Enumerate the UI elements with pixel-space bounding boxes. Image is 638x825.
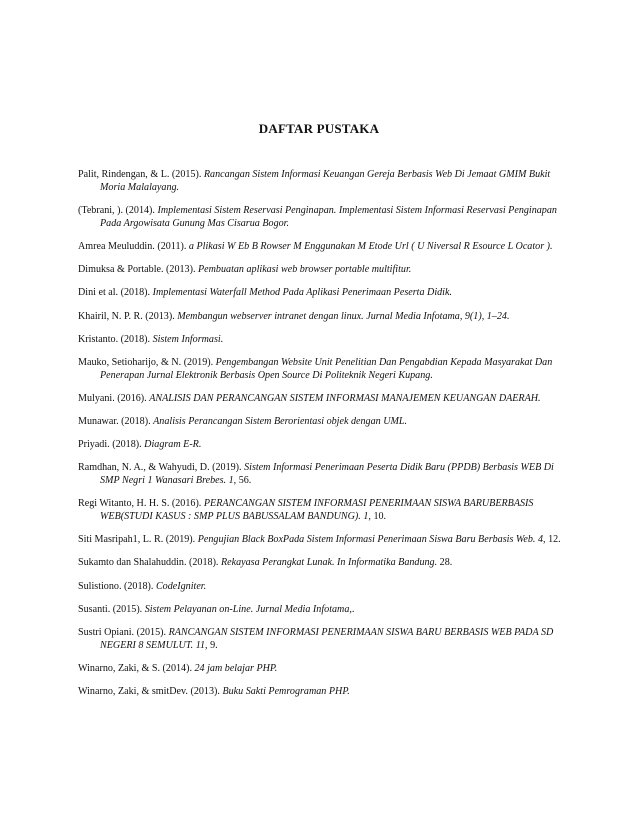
reference-title: RANCANGAN SISTEM INFORMASI PENERIMAAN SISWA BARU BERBASIS WEB PADA SD NEGERI 8 SEMULUT. 11: [100, 626, 554, 651]
reference-list: [78, 158, 566, 708]
reference-item: [78, 286, 566, 299]
reference-title: Sistem Informasi.: [152, 333, 224, 345]
reference-author-year: Ramdhan, N. A., & Wahyudi, D. (2019).: [78, 462, 245, 474]
reference-title: ANALISIS DAN PERANCANGAN SISTEM INFORMASI MANAJEMEN KEUANGAN DAERAH.: [149, 392, 541, 404]
reference-item: [78, 240, 566, 253]
reference-tail: , 56.: [233, 475, 252, 487]
reference-item: [78, 392, 566, 405]
reference-author-year: Sukamto dan Shalahuddin. (2018).: [78, 557, 221, 569]
reference-tail: 28.: [437, 557, 453, 569]
reference-author-year: Khairil, N. P. R. (2013).: [78, 310, 178, 322]
reference-title: Analisis Perancangan Sistem Berorientasi objek dengan UML.: [153, 415, 408, 427]
reference-item: [78, 626, 566, 652]
reference-item: [78, 333, 566, 346]
page-title: DAFTAR PUSTAKA: [258, 121, 380, 136]
reference-author-year: Kristanto. (2018).: [78, 333, 153, 345]
reference-tail: .: [351, 603, 355, 615]
reference-title: Rekayasa Perangkat Lunak. In Informatika Bandung.: [220, 557, 438, 569]
reference-title: Pengembangan Website Unit Penelitian Dan Pengabdian Kepada Masyarakat Dan Penerapan Jurnal Elektronik Berbasis Open Source Di Politeknik Negeri Kupang.: [100, 356, 553, 381]
reference-author-year: Priyadi. (2018).: [78, 439, 145, 451]
reference-tail: , 10.: [368, 511, 387, 523]
reference-title: Rancangan Sistem Informasi Keuangan Gereja Berbasis Web Di Jemaat GMIM Bukit Moria Malalayang.: [100, 169, 551, 194]
reference-author-year: Sustri Opiani. (2015).: [78, 626, 169, 638]
reference-item: [78, 415, 566, 428]
reference-title: Sistem Pelayanan on-Line. Jurnal Media Infotama,: [144, 603, 352, 615]
reference-title: Membangun webserver intranet dengan linux. Jurnal Media Infotama, 9(1), 1–24.: [177, 310, 510, 322]
reference-item: [78, 533, 566, 546]
reference-author-year: Winarno, Zaki, & smitDev. (2013).: [78, 685, 223, 697]
reference-title: Pengujian Black BoxPada Sistem Informasi Penerimaan Siswa Baru Berbasis Web. 4: [197, 534, 544, 546]
reference-title: Implementasi Waterfall Method Pada Aplikasi Penerimaan Peserta Didik.: [152, 287, 452, 299]
reference-item: [78, 580, 566, 593]
reference-title: Diagram E-R.: [144, 439, 202, 451]
reference-author-year: Winarno, Zaki, & S. (2014).: [78, 662, 195, 674]
reference-item: [78, 685, 566, 698]
reference-item: [78, 556, 566, 569]
reference-tail: , 9.: [205, 639, 218, 651]
reference-author-year: Regi Witanto, H. H. S. (2016).: [78, 498, 204, 510]
reference-title: Sistem Informasi Penerimaan Peserta Didik Baru (PPDB) Berbasis WEB Di SMP Negri 1 Wanasari Brebes. 1: [100, 462, 554, 487]
reference-author-year: Mauko, Setioharijo, & N. (2019).: [78, 356, 216, 368]
reference-item: [78, 603, 566, 616]
reference-item: [78, 497, 566, 523]
reference-author-year: Munawar. (2018).: [78, 415, 154, 427]
reference-item: [78, 438, 566, 451]
reference-tail: , 12.: [543, 534, 561, 546]
reference-item: [78, 310, 566, 323]
reference-author-year: (Tebrani, ). (2014).: [78, 205, 158, 217]
reference-author-year: Palit, Rindengan, & L. (2015).: [78, 169, 204, 181]
reference-author-year: Amrea Meuluddin. (2011).: [78, 241, 189, 253]
reference-author-year: Susanti. (2015).: [78, 603, 145, 615]
reference-title: PERANCANGAN SISTEM INFORMASI PENERIMAAN SISWA BARUBERBASIS WEB(STUDI KASUS : SMP PLUS BABUSSALAM BANDUNG). 1: [100, 498, 534, 523]
reference-title: Implementasi Sistem Reservasi Penginapan. Implementasi Sistem Informasi Reservasi Penginapan Pada Argowisata Gunung Mas Cisarua Bogor.: [100, 205, 557, 230]
reference-item: [78, 204, 566, 230]
reference-item: [78, 461, 566, 487]
reference-author-year: Dimuksa & Portable. (2013).: [78, 264, 198, 276]
reference-author-year: Dini et al. (2018).: [78, 287, 153, 299]
reference-item: [78, 263, 566, 276]
reference-item: [78, 356, 566, 382]
reference-author-year: Sulistiono. (2018).: [78, 580, 156, 592]
reference-item: [78, 662, 566, 675]
reference-title: Buku Sakti Pemrograman PHP.: [222, 685, 350, 697]
reference-title: Pembuatan aplikasi web browser portable multifitur.: [198, 264, 412, 276]
reference-title: CodeIgniter.: [155, 580, 207, 592]
reference-title: 24 jam belajar PHP.: [194, 662, 278, 674]
reference-author-year: Siti Masripah1, L. R. (2019).: [78, 534, 198, 546]
reference-item: [78, 168, 566, 194]
reference-author-year: Mulyani. (2016).: [78, 392, 150, 404]
reference-title: a Plikasi W Eb B Rowser M Enggunakan M Etode Url ( U Niversal R Esource L Ocator ).: [188, 241, 553, 253]
